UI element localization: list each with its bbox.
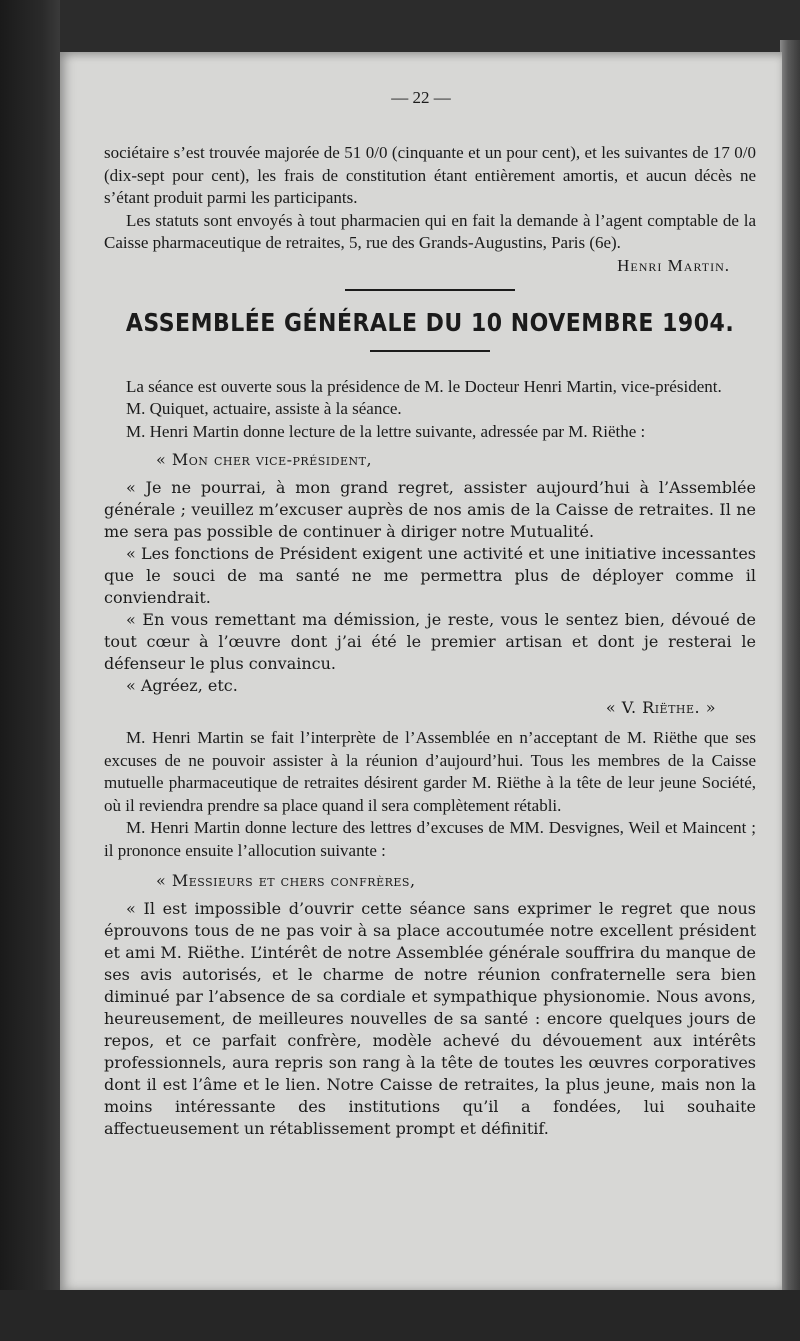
paragraph-statuts: Les statuts sont envoyés à tout pharmacien qui en fait la demande à l’agent comptable de la Caisse pharmaceutique de retraites, 5, rue des Grands-Augustins, Paris (6e). — [104, 210, 756, 252]
speech-salutation: « Messieurs et chers confrères, — [156, 871, 416, 890]
page-edge — [780, 40, 800, 1300]
scan-background-bottom — [0, 1290, 800, 1341]
speech-paragraph-1: « Il est impossible d’ouvrir cette séance sans exprimer le regret que nous éprouvons tous de ne pas voir à sa place accoutumée notre excellent président et ami M. Riëthe. L’intérêt de notre Assemblée générale souffrira du manque de ses avis autorisés, et le charme de notre réunion confraternelle sera bien diminué par l’absence de sa cordiale et sympathique physionomie. Nous avons, heureusement, de meilleures nouvelles de sa santé : encore quelques jours de repos, et ce parfait confrère, modèle achevé du dévouement aux intérêts professionnels, aura repris son rang à la tête de toutes les œuvres corporatives dont il est l’âme et le lien. Notre Caisse de retraites, la plus jeune, mais non la moins intéressante des institutions qu’il a fondées, lui souhaite affectueusement un rétablissement prompt et définitif. — [104, 899, 756, 1138]
signature-henri-martin: Henri Martin. — [617, 255, 730, 275]
paragraph-excuses: M. Henri Martin donne lecture des lettres d’excuses de MM. Desvignes, Weil et Maincent ; il prononce ensuite l’allocution suivante : — [104, 818, 756, 860]
body-text — [104, 142, 756, 1140]
letter-paragraph-1: « Je ne pourrai, à mon grand regret, assister aujourd’hui à l’Assemblée générale ; veuillez m’excuser auprès de nos amis de la Caisse de retraites. Il ne me sera pas possible de continuer à diriger notre Mutualité. — [104, 478, 756, 541]
scan-background-top — [0, 0, 800, 52]
letter-paragraph-2: « Les fonctions de Président exigent une activité et une initiative incessantes que le souci de ma santé ne me permettra plus de déployer comme il conviendrait. — [104, 544, 756, 607]
document-page — [60, 52, 782, 1290]
letter-signature: « V. Riëthe. » — [605, 698, 716, 717]
letter-paragraph-3: « En vous remettant ma démission, je reste, vous le sentez bien, dévoué de tout cœur à l’œuvre dont j’ai été le premier artisan et dont je resterai le défenseur le plus convaincu. — [104, 610, 756, 673]
page-number: — 22 — — [391, 88, 451, 107]
paragraph-statistics: sociétaire s’est trouvée majorée de 51 0/0 (cinquante et un pour cent), et les suivantes de 17 0/0 (dix-sept pour cent), les frais de constitution étant entièrement amortis, et aucun décès ne s’étant produit parmi les participants. — [104, 143, 756, 207]
section-heading: ASSEMBLÉE GÉNÉRALE DU 10 NOVEMBRE 1904. — [125, 309, 735, 338]
paragraph-lecture: M. Henri Martin donne lecture de la lettre suivante, adressée par M. Riëthe : — [126, 421, 646, 441]
letter-paragraph-4: « Agréez, etc. — [126, 676, 238, 695]
paragraph-opening: La séance est ouverte sous la présidence de M. le Docteur Henri Martin, vice-président. — [126, 376, 722, 396]
paragraph-interprete: M. Henri Martin se fait l’interprète de l’Assemblée en n’acceptant de M. Riëthe que ses excuses de ne pouvoir assister à la réunion d’aujourd’hui. Tous les membres de la Caisse mutuelle pharmaceutique de retraites désirent garder M. Riëthe à la tête de leur jeune Société, où il reviendra prendre sa place quand il sera complètement rétabli. — [104, 728, 756, 815]
paragraph-quiquet: M. Quiquet, actuaire, assiste à la séance. — [126, 399, 402, 418]
scan-background-left — [0, 0, 60, 1341]
letter-salutation: « Mon cher vice-président, — [156, 450, 373, 469]
